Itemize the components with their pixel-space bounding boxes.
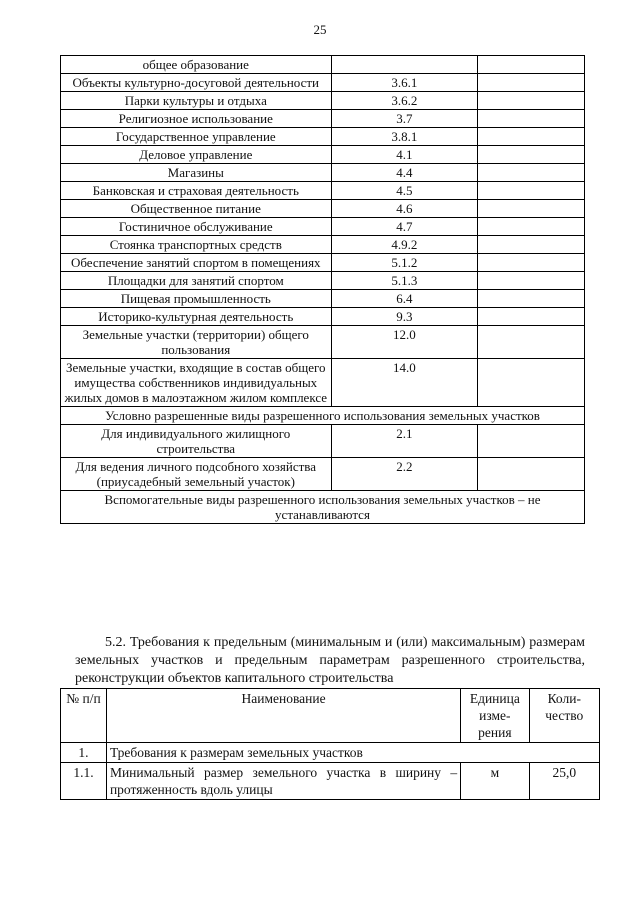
empty-cell (478, 272, 585, 290)
empty-cell (478, 290, 585, 308)
empty-cell (478, 359, 585, 407)
table-row (61, 458, 585, 491)
header-unit: Единица изме-рения (461, 689, 529, 743)
row-unit: м (461, 763, 529, 800)
use-code: 3.6.2 (331, 92, 478, 110)
table-row (61, 326, 585, 359)
row-quantity: 25,0 (529, 763, 599, 800)
header-quantity: Коли-чество (529, 689, 599, 743)
header-number: № п/п (61, 689, 107, 743)
row-name: Минимальный размер земельного участка в ширину – протяженность вдоль улицы (106, 763, 460, 800)
use-code: 3.6.1 (331, 74, 478, 92)
use-code: 5.1.3 (331, 272, 478, 290)
table-row (61, 425, 585, 458)
use-name: Земельные участки, входящие в состав общего имущества собственников индивидуальных жилых домов в малоэтажном жилом комплексе (61, 359, 332, 407)
use-name: Государственное управление (61, 128, 332, 146)
use-name: Пищевая промышленность (61, 290, 332, 308)
table-row (61, 290, 585, 308)
use-code: 12.0 (331, 326, 478, 359)
empty-cell (478, 236, 585, 254)
row-name: Требования к размерам земельных участков (106, 743, 599, 763)
use-name: Парки культуры и отдыха (61, 92, 332, 110)
table-row (61, 743, 600, 763)
use-name: Обеспечение занятий спортом в помещениях (61, 254, 332, 272)
use-name: Для индивидуального жилищного строительства (61, 425, 332, 458)
use-name: Для ведения личного подсобного хозяйства (приусадебный земельный участок) (61, 458, 332, 491)
empty-cell (478, 110, 585, 128)
use-code: 14.0 (331, 359, 478, 407)
use-code: 4.9.2 (331, 236, 478, 254)
empty-cell (478, 326, 585, 359)
use-code: 2.2 (331, 458, 478, 491)
table-row (61, 56, 585, 74)
table-row (61, 763, 600, 800)
use-name: Общественное питание (61, 200, 332, 218)
table-row (61, 92, 585, 110)
empty-cell (478, 164, 585, 182)
auxiliary-uses-text: Вспомогательные виды разрешенного использования земельных участков – не устанавливаются (61, 491, 585, 524)
use-code: 3.7 (331, 110, 478, 128)
use-code: 9.3 (331, 308, 478, 326)
empty-cell (478, 254, 585, 272)
section-paragraph: 5.2. Требования к предельным (минимальным и (или) максимальным) размерам земельных участков и предельным параметрам разрешенного строительства, реконструкции объектов капитального строительства (75, 635, 585, 686)
use-name: Гостиничное обслуживание (61, 218, 332, 236)
empty-cell (478, 56, 585, 74)
use-name: Деловое управление (61, 146, 332, 164)
use-name: Объекты культурно-досуговой деятельности (61, 74, 332, 92)
use-code: 4.1 (331, 146, 478, 164)
use-name: Банковская и страховая деятельность (61, 182, 332, 200)
table-row (61, 182, 585, 200)
use-code: 6.4 (331, 290, 478, 308)
use-name: Площадки для занятий спортом (61, 272, 332, 290)
use-name: Стоянка транспортных средств (61, 236, 332, 254)
empty-cell (478, 128, 585, 146)
table-row (61, 218, 585, 236)
table-row (61, 236, 585, 254)
empty-cell (478, 308, 585, 326)
empty-cell (478, 92, 585, 110)
use-code: 2.1 (331, 425, 478, 458)
empty-cell (478, 425, 585, 458)
table-row (61, 272, 585, 290)
empty-cell (478, 200, 585, 218)
use-name: Магазины (61, 164, 332, 182)
row-number: 1. (61, 743, 107, 763)
header-row (61, 689, 600, 743)
auxiliary-uses-row (61, 491, 585, 524)
table-row (61, 74, 585, 92)
table-row (61, 128, 585, 146)
use-name: общее образование (61, 56, 332, 74)
page-number: 25 (313, 22, 327, 37)
table-row (61, 146, 585, 164)
table-row (61, 200, 585, 218)
use-name: Историко-культурная деятельность (61, 308, 332, 326)
empty-cell (478, 146, 585, 164)
conditional-uses-header: Условно разрешенные виды разрешенного использования земельных участков (61, 407, 585, 425)
use-code: 4.6 (331, 200, 478, 218)
use-code: 4.4 (331, 164, 478, 182)
empty-cell (478, 74, 585, 92)
use-code: 5.1.2 (331, 254, 478, 272)
table-row (61, 359, 585, 407)
use-code (331, 56, 478, 74)
empty-cell (478, 182, 585, 200)
table-row (61, 164, 585, 182)
use-name: Земельные участки (территории) общего пользования (61, 326, 332, 359)
use-code: 3.8.1 (331, 128, 478, 146)
parameters-table (60, 688, 600, 800)
table-row (61, 110, 585, 128)
use-code: 4.7 (331, 218, 478, 236)
empty-cell (478, 458, 585, 491)
header-name: Наименование (106, 689, 460, 743)
use-code: 4.5 (331, 182, 478, 200)
row-number: 1.1. (61, 763, 107, 800)
conditional-uses-header-row (61, 407, 585, 425)
table-row (61, 254, 585, 272)
land-use-table (60, 55, 585, 524)
use-name: Религиозное использование (61, 110, 332, 128)
empty-cell (478, 218, 585, 236)
table-row (61, 308, 585, 326)
